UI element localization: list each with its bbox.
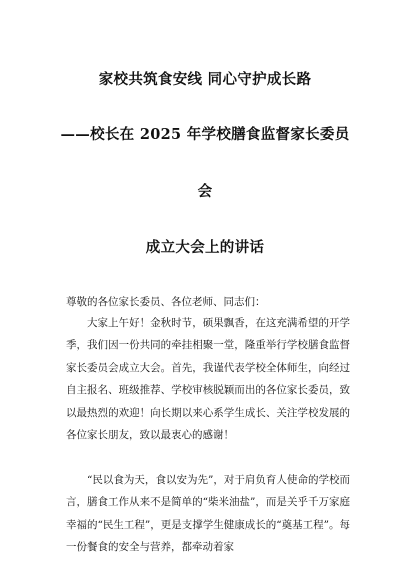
speech-subtitle-line1: ——校长在 2025 年学校膳食监督家长委员 — [60, 126, 350, 143]
speech-subtitle-line2: 会 — [197, 183, 213, 200]
body-paragraph-2: “民以食为天，食以安为先”，对于肩负育人使命的学校而言，膳食工作从来不是简单的“柴米油盐”，而是关乎千万家庭幸福的“民生工程”，更是支撑学生健康成长的“奠基工程”。每一份餐食的安全与营养，都牵动着家 — [66, 474, 350, 554]
speech-subtitle-line3: 成立大会上的讲话 — [145, 239, 265, 256]
body-paragraph-1: 大家上午好！金秋时节，硕果飘香，在这充满希望的开学季，我们因一份共同的牵挂相聚一堂，隆重举行学校膳食监督家长委员会成立大会。首先，我谨代表学校全体师生，向经过自主报名、班级推荐、学校审核脱颖而出的各位家长委员，致以最热烈的欢迎！向长期以来心系学生成长、关注学校发展的各位家长朋友，致以最衷心的感谢！ — [66, 317, 350, 442]
speech-title: 家校共筑食安线 同心守护成长路 — [98, 71, 312, 88]
salutation: 尊敬的各位家长委员、各位老师、同志们： — [66, 296, 266, 308]
